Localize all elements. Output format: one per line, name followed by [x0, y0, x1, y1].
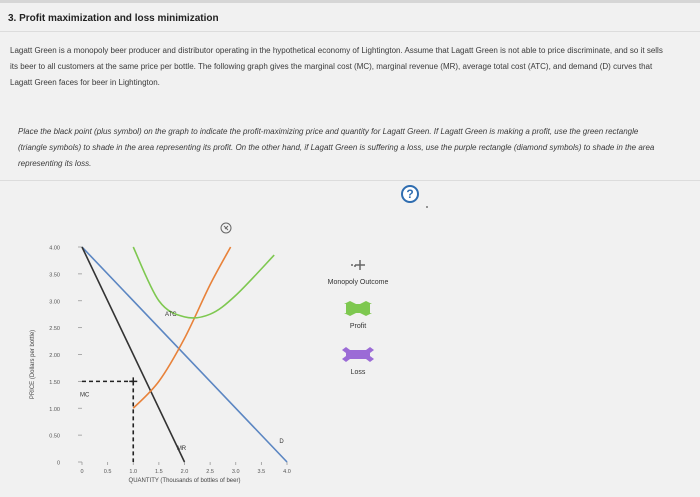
- cursor-icon: [221, 223, 231, 233]
- y-tick-label: 2.50: [49, 326, 60, 333]
- x-tick-label: 1.5: [155, 469, 163, 475]
- x-axis-title: QUANTITY (Thousands of bottles of beer): [128, 478, 241, 484]
- instructions-paragraph: Place the black point (plus symbol) on the graph to indicate the profit-maximizing price and quantity for Lagatt Green. If Lagatt Green is making a profit, use the green rectangle (triangle symbols) to shade in the area representing its profit. On the other hand, if Lagatt Green is suffering a loss, use the purple rectangle (diamond symbols) to shade in the area representing its loss.: [18, 127, 655, 168]
- intro-paragraph: Lagatt Green is a monopoly beer producer and distributor operating in the hypothetical economy of Lightington. Assume that Lagatt Green is not able to price discriminate, and so it sells its beer to all customers at the same price per bottle. The following graph gives the marginal cost (MC), marginal revenue (MR), average total cost (ATC), and demand (D) curves that Lagatt Green faces for beer in Lightington.: [10, 46, 663, 87]
- curve-d: [82, 247, 287, 462]
- y-tick-label: 0.50: [49, 433, 60, 440]
- demand-label: D: [279, 439, 284, 446]
- y-tick-label: 4.00: [49, 245, 60, 252]
- y-tick-label: 3.50: [49, 272, 60, 279]
- legend-loss[interactable]: [318, 346, 398, 376]
- top-border: [0, 0, 700, 3]
- curve-atc: [133, 247, 274, 318]
- curve-mr: [82, 247, 185, 462]
- loss-rectangle-icon: [318, 346, 398, 364]
- legend-label-loss: Loss: [350, 369, 366, 376]
- plus-icon: [318, 256, 398, 274]
- x-tick-label: 3.0: [231, 469, 240, 475]
- question-heading: 3. Profit maximization and loss minimization: [8, 13, 219, 24]
- y-tick-label: 1.50: [49, 379, 60, 386]
- legend-monopoly-outcome[interactable]: [318, 256, 398, 286]
- profit-rectangle-icon: [318, 300, 398, 318]
- legend-profit[interactable]: [318, 300, 398, 330]
- divider: [0, 180, 700, 181]
- mr-label: MR: [176, 446, 187, 453]
- mc-label: MC: [80, 392, 90, 399]
- x-tick-label: 0: [80, 469, 84, 475]
- x-tick-label: 1.0: [129, 469, 138, 475]
- y-tick-label: 2.00: [49, 353, 60, 359]
- y-axis-title: PRICE (Dollars per bottle): [30, 329, 36, 400]
- x-tick-label: 2.5: [206, 469, 214, 475]
- atc-label: ATC: [165, 312, 177, 319]
- legend-label-monopoly-outcome: Monopoly Outcome: [327, 279, 389, 286]
- x-tick-label: 3.5: [257, 469, 266, 475]
- y-tick-label: 0: [56, 460, 60, 467]
- legend-label-profit: Profit: [349, 323, 367, 330]
- x-tick-label: 4.0: [283, 469, 291, 475]
- help-icon[interactable]: ?: [401, 185, 419, 203]
- y-tick-label: 3.00: [49, 299, 60, 306]
- divider: [0, 31, 700, 32]
- x-tick-label: 0.5: [103, 469, 112, 475]
- x-tick-label: 2.0: [180, 469, 189, 475]
- y-tick-label: 1.00: [49, 406, 60, 413]
